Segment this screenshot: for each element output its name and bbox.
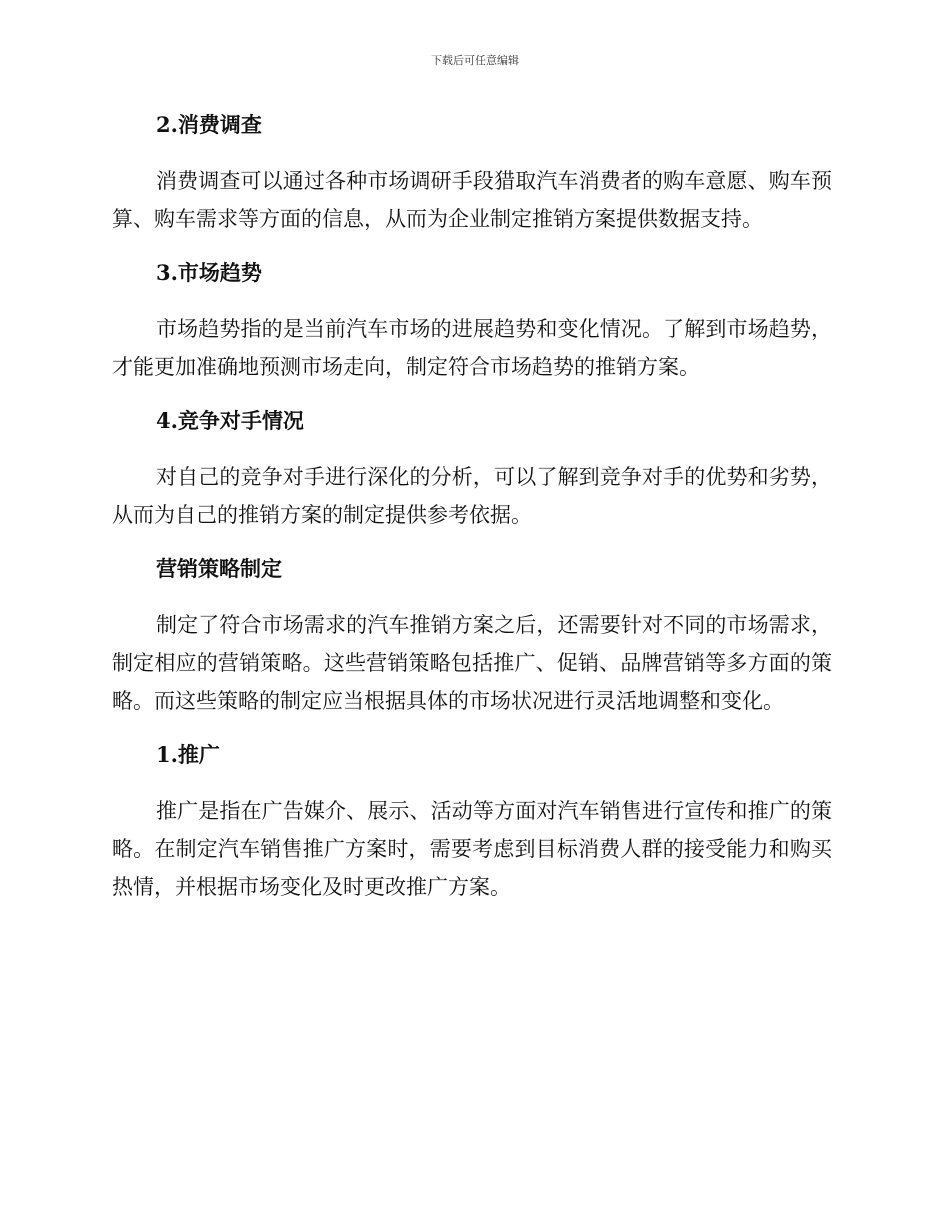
section-market-trend (112, 254, 832, 386)
section-paragraph: 推广是指在广告媒介、展示、活动等方面对汽车销售进行宣传和推广的策略。在制定汽车销售推广方案时，需要考虑到目标消费人群的接受能力和购买热情，并根据市场变化及时更改推广方案。 (112, 799, 832, 899)
section-heading: 4.竞争对手情况 (156, 408, 304, 433)
section-paragraph: 市场趋势指的是当前汽车市场的进展趋势和变化情况。了解到市场趋势，才能更加准确地预测市场走向，制定符合市场趋势的推销方案。 (112, 317, 832, 379)
document-body (112, 106, 832, 922)
section-heading: 1.推广 (156, 742, 220, 767)
section-paragraph: 消费调查可以通过各种市场调研手段猎取汽车消费者的购车意愿、购车预算、购车需求等方面的信息，从而为企业制定推销方案提供数据支持。 (112, 169, 832, 231)
section-paragraph: 对自己的竞争对手进行深化的分析，可以了解到竞争对手的优势和劣势，从而为自己的推销方案的制定提供参考依据。 (112, 465, 832, 527)
page-header-note: 下载后可任意编辑 (431, 54, 519, 67)
section-promotion (112, 736, 832, 906)
section-marketing-strategy (112, 550, 832, 720)
section-paragraph: 制定了符合市场需求的汽车推销方案之后，还需要针对不同的市场需求，制定相应的营销策略。这些营销策略包括推广、促销、品牌营销等多方面的策略。而这些策略的制定应当根据具体的市场状况进行灵活地调整和变化。 (112, 613, 832, 713)
section-heading: 营销策略制定 (156, 556, 282, 581)
section-heading: 3.市场趋势 (156, 260, 262, 285)
section-competitors (112, 402, 832, 534)
section-consumer-survey (112, 106, 832, 238)
section-heading: 2.消费调查 (156, 112, 262, 137)
